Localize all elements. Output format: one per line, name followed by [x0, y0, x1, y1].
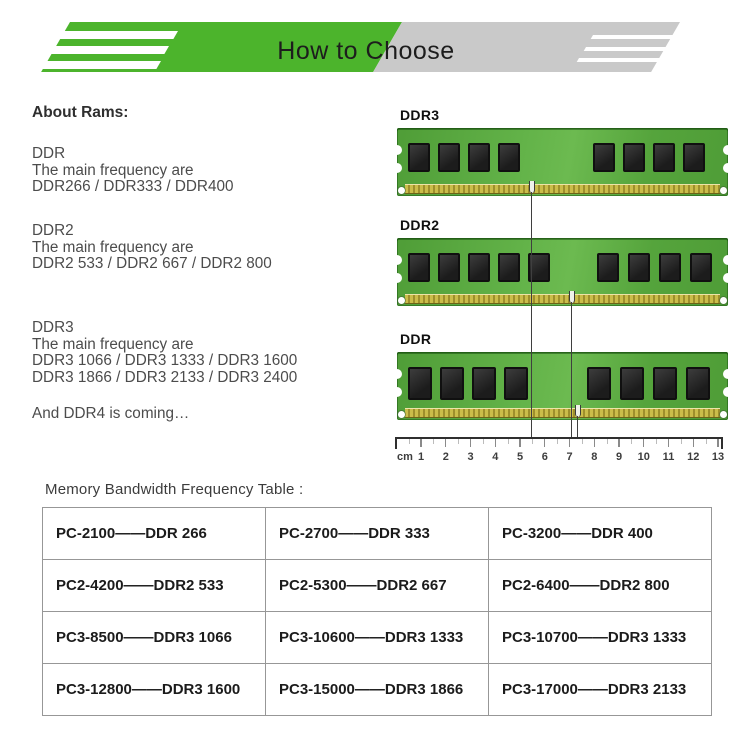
- edge-notch: [392, 163, 402, 173]
- ruler-tick: [519, 439, 520, 447]
- about-line: DDR: [32, 145, 66, 162]
- ruler-number: 7: [566, 451, 573, 463]
- mounting-hole: [398, 411, 405, 418]
- memory-chip: [498, 253, 520, 282]
- memory-chip: [408, 143, 430, 172]
- gold-pin-strip: [405, 408, 720, 418]
- table-cell: PC-3200——DDR 400: [489, 508, 712, 560]
- ruler-half-tick: [483, 439, 484, 444]
- memory-chip: [683, 143, 705, 172]
- edge-notch: [723, 273, 733, 283]
- ruler-number: 1: [417, 451, 425, 463]
- memory-chip: [653, 143, 675, 172]
- ruler-number: 10: [637, 451, 650, 463]
- ruler-half-tick: [631, 439, 632, 444]
- ruler-half-tick: [557, 439, 558, 444]
- edge-notch: [392, 387, 402, 397]
- ram-label-ddr3: DDR3: [400, 107, 440, 123]
- header-stripe-cut: [590, 35, 750, 39]
- ruler-half-tick: [508, 439, 509, 444]
- about-line: The main frequency are: [32, 161, 194, 179]
- ruler-number: 11: [662, 451, 675, 463]
- ruler-tick: [717, 439, 718, 447]
- memory-chip: [440, 367, 464, 400]
- memory-chip: [468, 253, 490, 282]
- table-cell: PC2-6400——DDR2 800: [489, 560, 712, 612]
- table-cell: PC3-15000——DDR3 1866: [266, 664, 489, 716]
- memory-chip: [659, 253, 681, 282]
- ruler-half-tick: [582, 439, 583, 444]
- edge-notch: [392, 273, 402, 283]
- gold-pin-strip: [405, 184, 720, 194]
- ruler-tick: [420, 439, 421, 447]
- about-paragraph: [32, 320, 297, 386]
- about-line: The main frequency are: [32, 335, 194, 353]
- about-line: DDR2: [32, 222, 74, 239]
- ruler-tick: [544, 439, 545, 447]
- about-line: DDR3 1066 / DDR3 1333 / DDR3 1600: [32, 352, 298, 370]
- ruler-number: 12: [687, 451, 700, 463]
- about-paragraph: [32, 146, 234, 196]
- mounting-hole: [720, 411, 727, 418]
- table-cell: PC2-4200——DDR2 533: [43, 560, 266, 612]
- about-line: The main frequency are: [32, 238, 194, 256]
- header-stripe-cut: [583, 47, 750, 51]
- ram-module-ddr: [397, 352, 728, 420]
- ruler-half-tick: [532, 439, 533, 444]
- edge-notch: [392, 255, 402, 265]
- memory-chip: [653, 367, 677, 400]
- table-row: [43, 508, 712, 560]
- about-line: DDR266 / DDR333 / DDR400: [32, 178, 234, 196]
- ruler-number: 8: [591, 451, 598, 463]
- about-line: And DDR4 is coming…: [32, 405, 190, 422]
- ruler-tick: [594, 439, 595, 447]
- about-paragraph: [32, 406, 189, 423]
- edge-notch: [392, 369, 402, 379]
- memory-chip: [498, 143, 520, 172]
- memory-chip: [408, 367, 432, 400]
- ruler-tick: [445, 439, 446, 447]
- ram-module-ddr3: [397, 128, 728, 196]
- ruler-tick: [668, 439, 669, 447]
- ram-label-ddr2: DDR2: [400, 217, 440, 233]
- ruler-half-tick: [458, 439, 459, 444]
- memory-chip: [438, 143, 460, 172]
- ruler-tick: [495, 439, 496, 447]
- about-section: [32, 104, 372, 422]
- ruler-number: 5: [516, 451, 524, 463]
- ruler-half-tick: [656, 439, 657, 444]
- ruler-tick: [569, 439, 570, 447]
- mounting-hole: [398, 297, 405, 304]
- ruler-half-tick: [706, 439, 707, 444]
- ram-module-ddr2: [397, 238, 728, 306]
- memory-chip: [587, 367, 611, 400]
- mounting-hole: [398, 187, 405, 194]
- ruler-number: 2: [442, 451, 449, 463]
- memory-chip: [468, 143, 490, 172]
- ruler-number: 6: [541, 451, 548, 463]
- memory-chip: [472, 367, 496, 400]
- ruler-half-tick: [607, 439, 608, 444]
- table-row: [43, 664, 712, 716]
- table-row: [43, 612, 712, 664]
- about-paragraph: [32, 223, 272, 273]
- notch-callout-line: [531, 192, 533, 438]
- notch-callout-line: [577, 416, 579, 438]
- header-stripe-cut: [0, 31, 178, 39]
- memory-chip: [593, 143, 615, 172]
- about-line: DDR3 1866 / DDR3 2133 / DDR3 2400: [32, 368, 298, 386]
- page-title: How to Choose: [277, 37, 455, 65]
- table-cell: PC3-10700——DDR3 1333: [489, 612, 712, 664]
- edge-notch: [723, 145, 733, 155]
- ram-label-ddr: DDR: [400, 331, 432, 347]
- memory-chip: [623, 143, 645, 172]
- memory-chip: [686, 367, 710, 400]
- ruler: [395, 437, 723, 465]
- memory-chip: [628, 253, 650, 282]
- edge-notch: [723, 163, 733, 173]
- ruler-tick: [470, 439, 471, 447]
- gold-pin-strip: [405, 294, 720, 304]
- ruler-number: 3: [467, 451, 474, 463]
- table-cell: PC2-5300——DDR2 667: [266, 560, 489, 612]
- ruler-number: 9: [615, 451, 623, 463]
- edge-notch: [723, 369, 733, 379]
- table-cell: PC3-17000——DDR3 2133: [489, 664, 712, 716]
- ruler-end-cap: [395, 437, 397, 449]
- header-stripe-cut: [0, 46, 169, 54]
- memory-chip: [438, 253, 460, 282]
- ruler-half-tick: [409, 439, 410, 444]
- about-line: DDR2 533 / DDR2 667 / DDR2 800: [32, 255, 272, 273]
- edge-notch: [723, 255, 733, 265]
- header-stripe-cut: [0, 61, 161, 69]
- table-cell: PC3-12800——DDR3 1600: [43, 664, 266, 716]
- table-row: [43, 560, 712, 612]
- memory-chip: [504, 367, 528, 400]
- table-cell: PC-2700——DDR 333: [266, 508, 489, 560]
- ruler-end-cap: [721, 437, 723, 449]
- header-stripe-cut: [577, 58, 750, 62]
- ruler-unit-label: cm: [397, 451, 413, 463]
- ruler-tick: [618, 439, 619, 447]
- notch-callout-line: [571, 302, 573, 438]
- ruler-tick: [693, 439, 694, 447]
- ruler-number: 4: [492, 451, 499, 463]
- table-cell: PC-2100——DDR 266: [43, 508, 266, 560]
- mounting-hole: [720, 297, 727, 304]
- table-cell: PC3-8500——DDR3 1066: [43, 612, 266, 664]
- frequency-table: [42, 507, 712, 716]
- memory-chip: [690, 253, 712, 282]
- ruler-half-tick: [433, 439, 434, 444]
- ruler-number: 13: [711, 451, 725, 463]
- about-line: DDR3: [32, 319, 74, 336]
- table-title: Memory Bandwidth Frequency Table :: [45, 481, 304, 498]
- mounting-hole: [720, 187, 727, 194]
- about-heading: About Rams:: [32, 104, 129, 121]
- table-cell: PC3-10600——DDR3 1333: [266, 612, 489, 664]
- memory-chip: [408, 253, 430, 282]
- ruler-half-tick: [681, 439, 682, 444]
- edge-notch: [723, 387, 733, 397]
- memory-chip: [620, 367, 644, 400]
- memory-chip: [597, 253, 619, 282]
- ruler-tick: [643, 439, 644, 447]
- edge-notch: [392, 145, 402, 155]
